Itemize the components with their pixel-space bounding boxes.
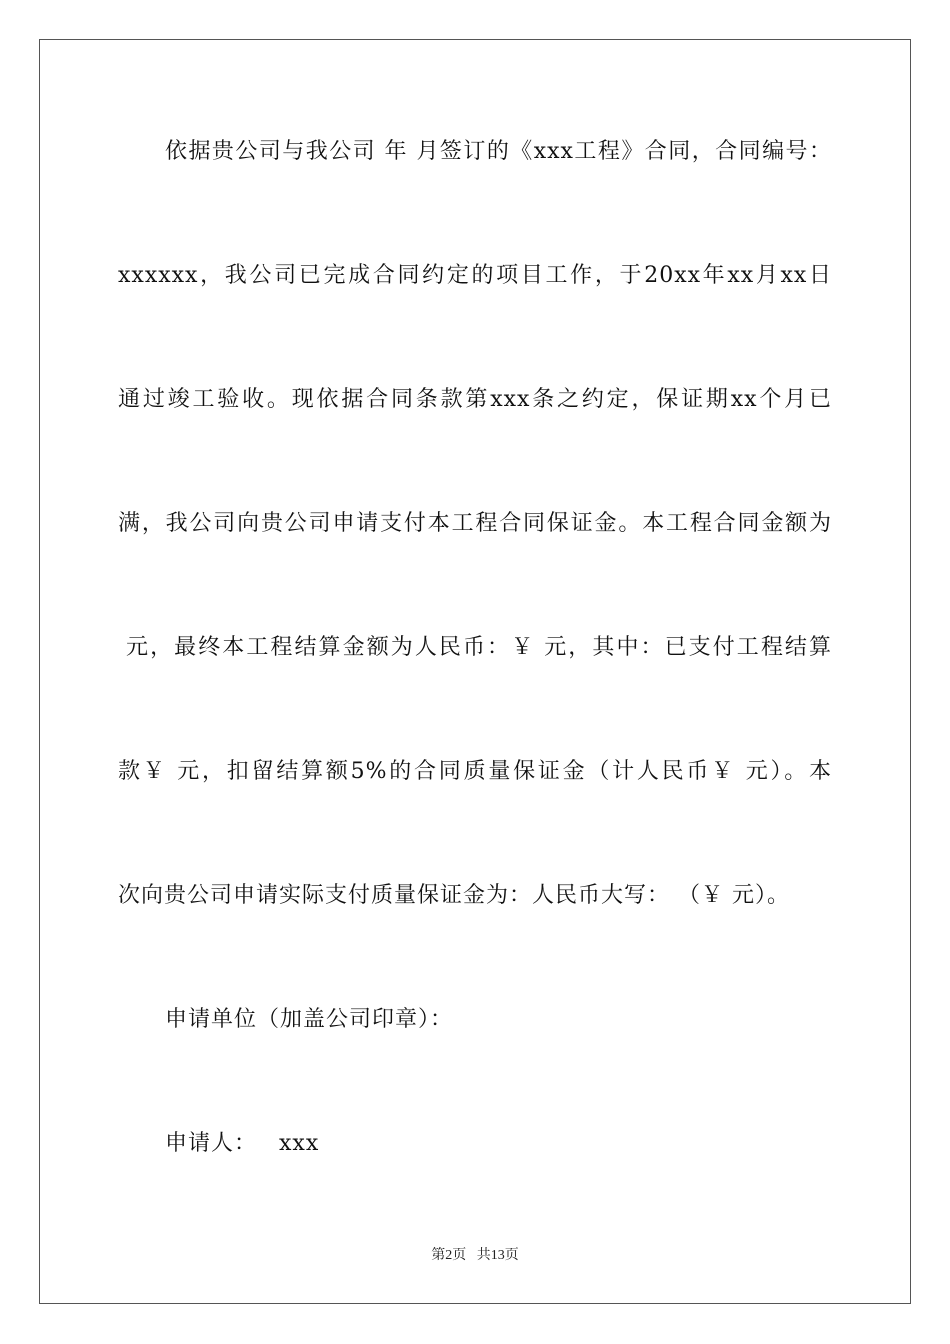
paragraph-line-4: 满，我公司向贵公司申请支付本工程合同保证金。本工程合同金额为 — [118, 511, 832, 536]
applicant-value: xxx — [279, 1131, 320, 1156]
paragraph-line-6: 款￥ 元，扣留结算额5%的合同质量保证金（计人民币￥ 元）。本 — [118, 759, 832, 784]
applicant-row — [165, 1129, 832, 1159]
page-border — [39, 39, 911, 1304]
applicant-label: 申请人： — [165, 1131, 258, 1156]
paragraph-line-3: 通过竣工验收。现依据合同条款第xxx条之约定，保证期xx个月已 — [118, 387, 832, 412]
page-total: 共13页 — [476, 1248, 519, 1263]
paragraph-line-5: 元，最终本工程结算金额为人民币：￥ 元，其中：已支付工程结算 — [126, 635, 832, 660]
paragraph-line-2: xxxxxx，我公司已完成合同约定的项目工作，于20xx年xx月xx日 — [118, 263, 832, 288]
page-number: 第2页 — [431, 1248, 467, 1263]
paragraph-line-7: 次向贵公司申请实际支付质量保证金为：人民币大写： （￥ 元）。 — [118, 883, 790, 908]
page-footer — [0, 1246, 950, 1266]
paragraph-line-1: 依据贵公司与我公司 年 月签订的《xxx工程》合同，合同编号： — [165, 139, 832, 164]
applicant-unit-label: 申请单位（加盖公司印章）： — [165, 1007, 454, 1032]
